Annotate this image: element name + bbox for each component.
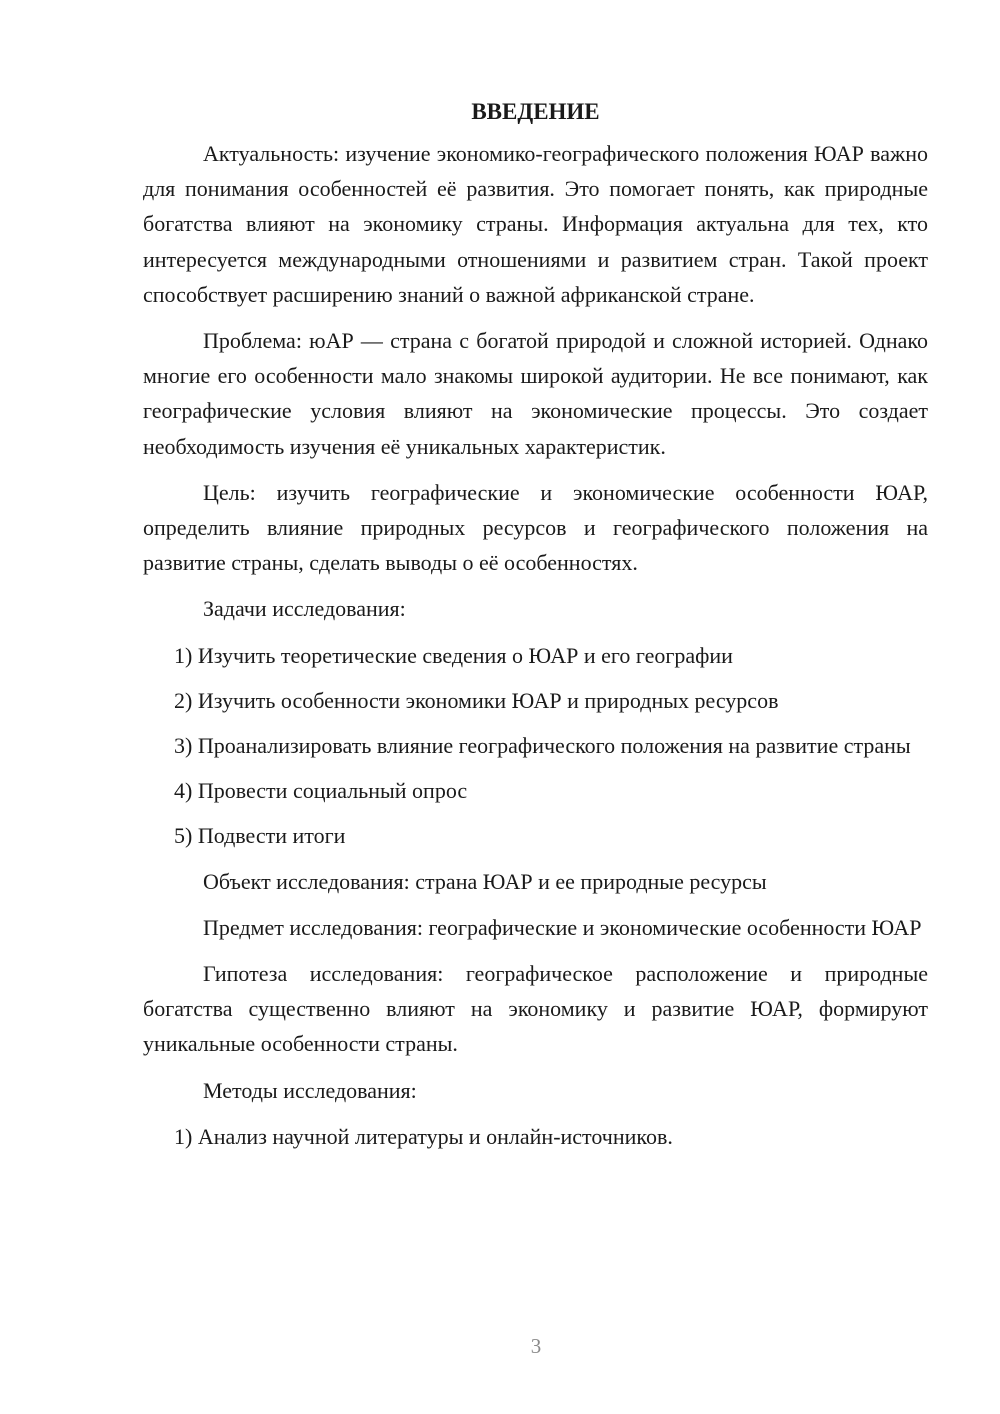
- methods-title: Методы исследования:: [203, 1077, 417, 1103]
- object-paragraph: Объект исследования: страна ЮАР и ее природные ресурсы: [203, 868, 767, 894]
- method-item-1: 1) Анализ научной литературы и онлайн-источников.: [174, 1123, 673, 1149]
- task-item-4: 4) Провести социальный опрос: [174, 778, 468, 804]
- task-item-5: 5) Подвести итоги: [174, 823, 346, 849]
- tasks-title: Задачи исследования:: [203, 596, 406, 622]
- task-item-1: 1) Изучить теоретические сведения о ЮАР и его географии: [174, 642, 733, 668]
- task-item-3: 3) Проанализировать влияние географического положения на развитие страны: [174, 733, 911, 759]
- relevance-paragraph: Актуальность: изучение экономико-географического положения ЮАР важно для понимания особенностей её развития. Это помогает понять, как природные богатства влияют на экономику страны. Информация актуальна для тех, кто интересуется международными отношениями и развитием стран. Такой проект способствует расширению знаний о важной африканской стране.: [143, 141, 928, 307]
- page-content: [143, 94, 928, 1164]
- problem-paragraph: Проблема: юАР — страна с богатой природой и сложной историей. Однако многие его особенности мало знакомы широкой аудитории. Не все понимают, как географические условия влияют на экономические процессы. Это создает необходимость изучения её уникальных характеристик.: [143, 328, 928, 459]
- subject-paragraph: Предмет исследования: географические и экономические особенности ЮАР: [203, 914, 922, 940]
- task-item-2: 2) Изучить особенности экономики ЮАР и природных ресурсов: [174, 687, 779, 713]
- hypothesis-paragraph: Гипотеза исследования: географическое расположение и природные богатства существенно влияют на экономику и развитие ЮАР, формируют уникальные особенности страны.: [143, 961, 928, 1057]
- page-number: 3: [530, 1334, 542, 1358]
- goal-paragraph: Цель: изучить географические и экономические особенности ЮАР, определить влияние природных ресурсов и географического положения на развитие страны, сделать выводы о её особенностях.: [143, 479, 928, 576]
- page-title: ВВЕДЕНИЕ: [471, 99, 600, 124]
